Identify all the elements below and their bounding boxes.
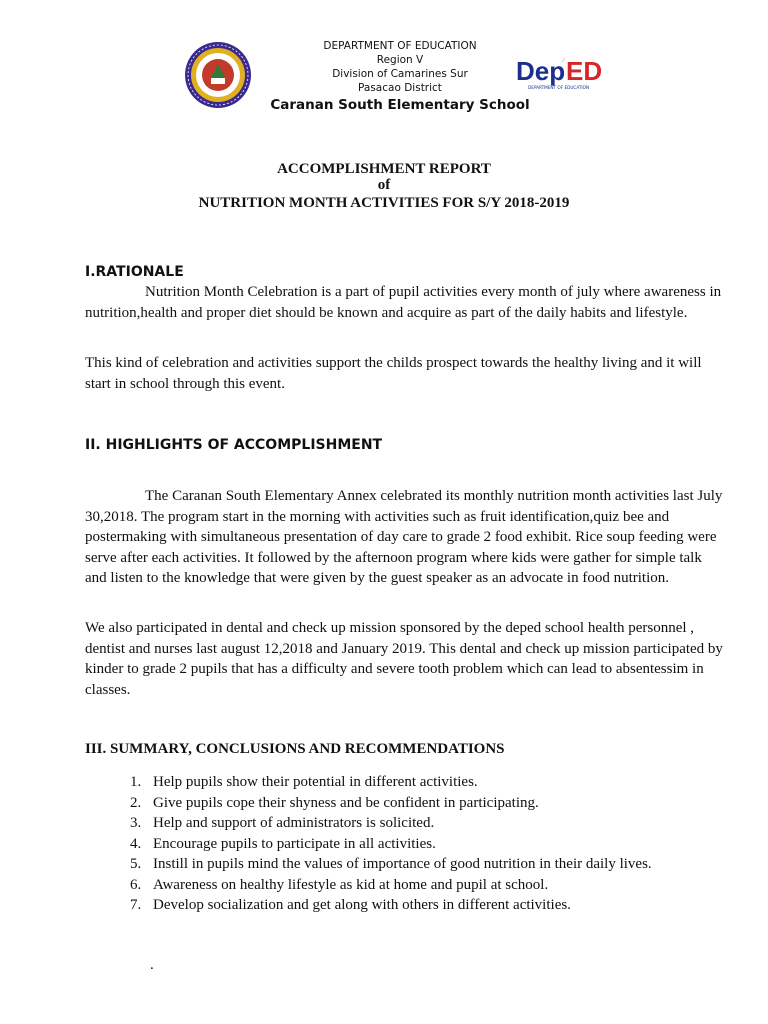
list-item-text: Awareness on healthy lifestyle as kid at home and pupil at school. xyxy=(153,876,549,893)
rationale-paragraph-2: This kind of celebration and activities support the childs prospect towards the healthy living and it will start in school through this event. xyxy=(85,355,702,392)
list-item-number: 7. xyxy=(130,897,142,913)
list-item-text: Help and support of administrators is solicited. xyxy=(153,815,435,831)
svg-text:DEPARTMENT OF EDUCATION: DEPARTMENT OF EDUCATION xyxy=(528,85,590,90)
district-line: Pasacao District xyxy=(358,82,442,94)
list-item xyxy=(85,875,725,896)
trailing-dot: . xyxy=(150,957,154,973)
list-item xyxy=(85,772,725,793)
rationale-paragraph-1: Nutrition Month Celebration is a part of pupil activities every month of july where awareness in nutrition,health and proper diet should be known and acquire as part of the daily habits and lifestyle. xyxy=(85,284,722,321)
region-line: Region V xyxy=(376,54,424,66)
list-item-text: Help pupils show their potential in different activities. xyxy=(153,774,478,790)
list-item xyxy=(85,813,725,834)
list-item-number: 4. xyxy=(130,835,142,852)
report-title: ACCOMPLISHMENT REPORT xyxy=(277,161,491,177)
school-name: Caranan South Elementary School xyxy=(270,97,530,113)
list-item-text: Instill in pupils mind the values of importance of good nutrition in their daily lives. xyxy=(153,856,652,872)
list-item-number: 2. xyxy=(130,794,142,811)
list-item-number: 3. xyxy=(130,815,142,831)
svg-text:Dep: Dep xyxy=(516,56,566,86)
list-item-text: Develop socialization and get along with others in different activities. xyxy=(153,897,571,913)
list-item xyxy=(85,793,725,814)
list-item-text: Give pupils cope their shyness and be confident in participating. xyxy=(153,794,539,811)
highlights-heading: II. HIGHLIGHTS OF ACCOMPLISHMENT xyxy=(85,437,383,453)
list-item xyxy=(85,895,725,916)
list-item xyxy=(85,834,725,855)
svg-text:ED: ED xyxy=(566,56,603,86)
list-item-number: 6. xyxy=(130,876,142,893)
department-line: DEPARTMENT OF EDUCATION xyxy=(323,40,477,52)
highlights-paragraph-2: We also participated in dental and check up mission sponsored by the deped school health personnel , dentist and nurses last august 12,2018 and January 2019. This dental and check up mission participated by kinder to grade 2 pupils that has a difficulty and severe tooth problem which can lead to absentessim in classes. xyxy=(85,620,723,698)
highlights-paragraph-1: The Caranan South Elementary Annex celebrated its monthly nutrition month activities last July 30,2018. The program start in the morning with activities such as fruit identification,quiz bee and postermaking with simultaneous presentation of day care to grade 2 food exhibit. Rice soup feeding were serve after each activities. It followed by the afternoon program where kids were gather for simple talk and listen to the knowledge that were given by the guest speaker as an advocate in food nutrition. xyxy=(85,488,723,586)
summary-heading: III. SUMMARY, CONCLUSIONS AND RECOMMENDATIONS xyxy=(85,741,505,757)
list-item-number: 1. xyxy=(130,774,142,790)
report-subtitle: NUTRITION MONTH ACTIVITIES FOR S/Y 2018-2019 xyxy=(198,195,570,211)
list-item-text: Encourage pupils to participate in all activities. xyxy=(153,835,436,852)
list-item-number: 5. xyxy=(130,856,142,872)
recommendations-list xyxy=(85,772,725,916)
division-line: Division of Camarines Sur xyxy=(332,68,468,80)
list-item xyxy=(85,854,725,875)
rationale-heading: I.RATIONALE xyxy=(85,264,184,280)
deped-logo xyxy=(514,52,614,92)
report-of: of xyxy=(377,177,391,193)
